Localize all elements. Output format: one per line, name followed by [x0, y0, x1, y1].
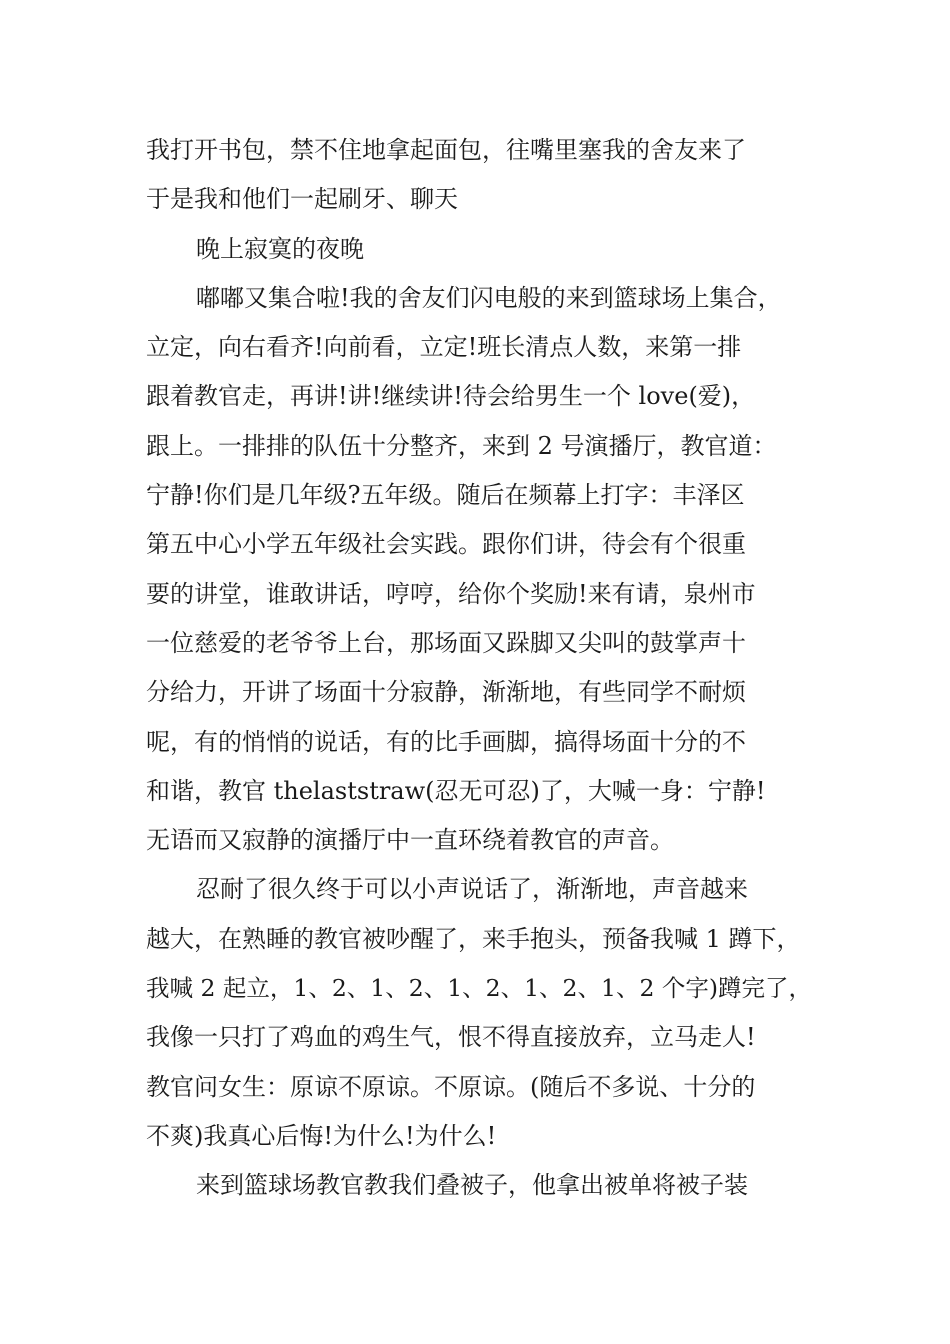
paragraph [146, 274, 816, 866]
text-line: 教官问女生：原谅不原谅。不原谅。(随后不多说、十分的 [146, 1072, 756, 1101]
text-line: 跟着教官走，再讲!讲!继续讲!待会给男生一个 love(爱)， [146, 382, 756, 411]
text-line: 于是我和他们一起刷牙、聊天 [146, 185, 458, 214]
text-line: 忍耐了很久终于可以小声说话了，渐渐地，声音越来 [196, 875, 748, 904]
text-line: 我像一只打了鸡血的鸡生气，恨不得直接放弃，立马走人! [146, 1023, 756, 1052]
text-line: 宁静!你们是几年级?五年级。随后在频幕上打字：丰泽区 [146, 481, 745, 510]
text-line: 嘟嘟又集合啦!我的舍友们闪电般的来到篮球场上集合， [196, 283, 782, 312]
text-line: 和谐，教官 thelaststraw(忍无可忍)了，大喊一身：宁静! [146, 776, 766, 805]
text-line: 跟上。一排排的队伍十分整齐，来到 2 号演播厅，教官道： [146, 431, 777, 460]
text-line: 呢，有的悄悄的说话，有的比手画脚，搞得场面十分的不 [146, 727, 746, 756]
text-line: 越大，在熟睡的教官被吵醒了，来手抱头，预备我喊 1 蹲下， [146, 924, 801, 953]
text-line: 分给力，开讲了场面十分寂静，渐渐地，有些同学不耐烦 [146, 678, 746, 707]
text-line: 来到篮球场教官教我们叠被子，他拿出被单将被子装 [196, 1171, 748, 1200]
text-line: 不爽)我真心后悔!为什么!为什么! [146, 1121, 497, 1150]
text-line: 要的讲堂，谁敢讲话，哼哼，给你个奖励!来有请，泉州市 [146, 579, 756, 608]
paragraph [146, 126, 816, 225]
paragraph [146, 225, 816, 274]
paragraph [146, 1161, 816, 1210]
text-line: 一位慈爱的老爷爷上台，那场面又跺脚又尖叫的鼓掌声十 [146, 628, 746, 657]
text-line: 无语而又寂静的演播厅中一直环绕着教官的声音。 [146, 826, 674, 855]
text-line: 立定，向右看齐!向前看，立定!班长清点人数，来第一排 [146, 333, 742, 362]
document-page [146, 126, 816, 1211]
text-line: 我喊 2 起立，1、2、1、2、1、2、1、2、1、2 个字)蹲完了， [146, 974, 813, 1003]
text-line: 第五中心小学五年级社会实践。跟你们讲，待会有个很重 [146, 530, 746, 559]
paragraph [146, 865, 816, 1161]
text-line: 我打开书包，禁不住地拿起面包，往嘴里塞我的舍友来了 [146, 136, 746, 164]
text-line: 晚上寂寞的夜晚 [196, 234, 364, 263]
